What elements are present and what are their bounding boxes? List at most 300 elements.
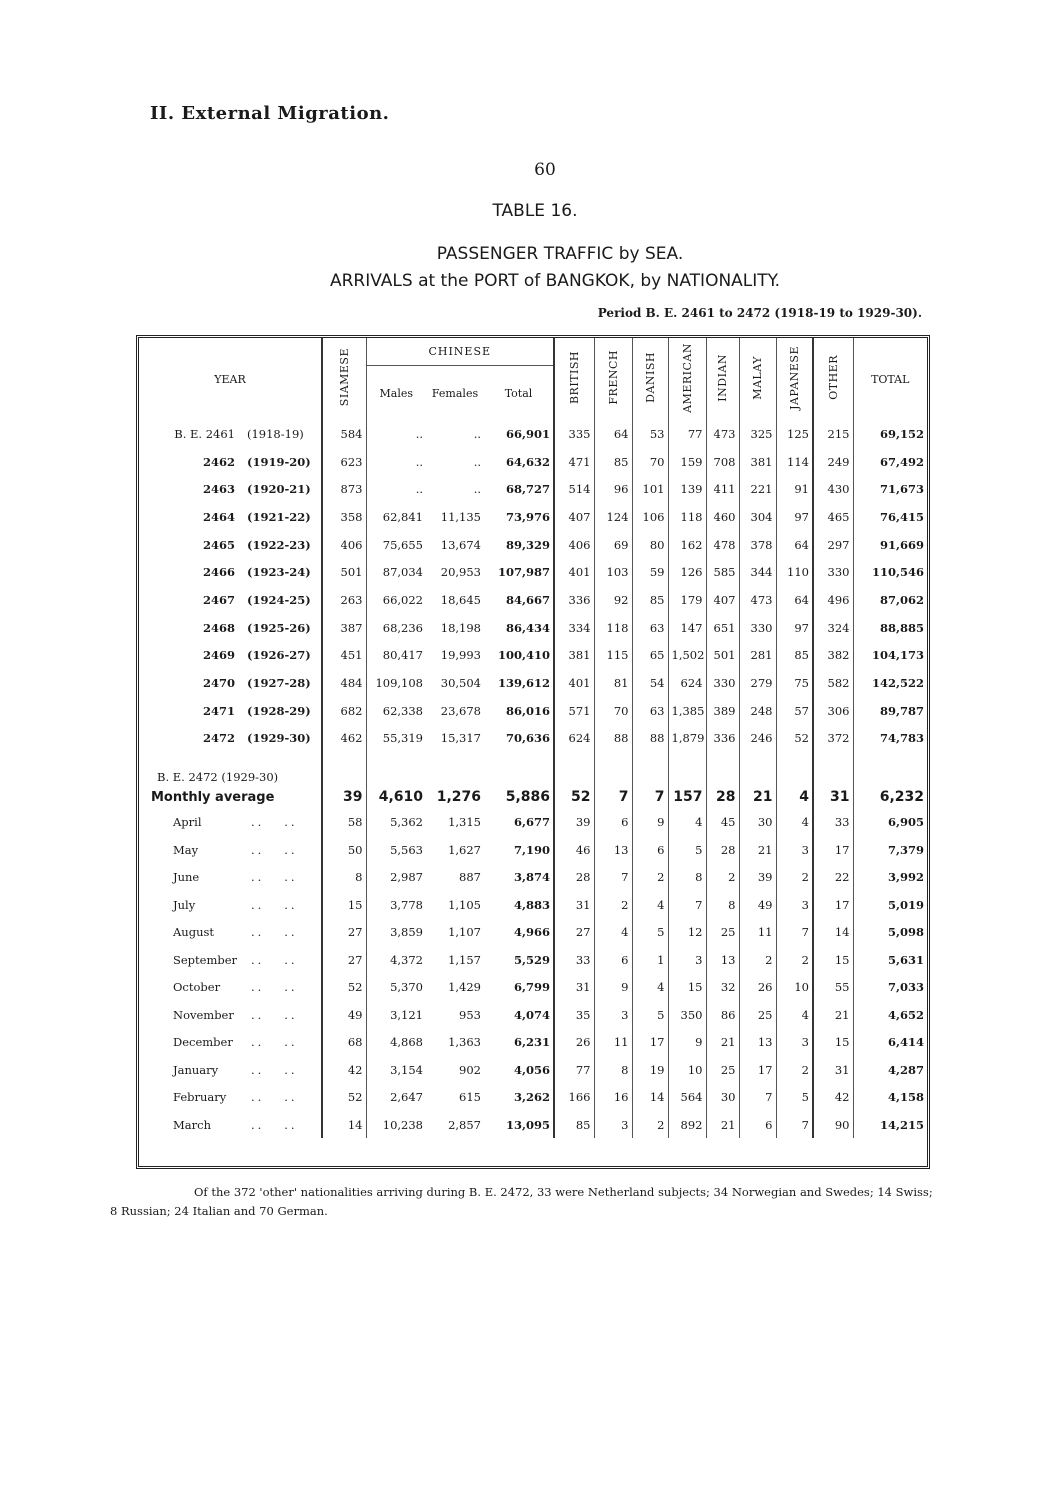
cell-japanese: 2	[776, 1056, 813, 1084]
cell-other: 215	[813, 420, 853, 448]
cell-males: 3,778	[366, 891, 426, 919]
cell-french: 115	[594, 642, 632, 670]
cell-japanese: 97	[776, 503, 813, 531]
cell-japanese: 64	[776, 586, 813, 614]
cell-females: ..	[473, 426, 481, 441]
cell-french: 9	[594, 973, 632, 1001]
cell-siamese: 42	[322, 1056, 366, 1084]
cell-siamese: 451	[322, 642, 366, 670]
cell-other: 15	[813, 1028, 853, 1056]
cell-total-chinese: 4,966	[513, 925, 550, 939]
cell-total-chinese: 70,636	[505, 731, 550, 746]
cell-siamese: 873	[322, 475, 366, 503]
cell-french: 2	[594, 891, 632, 919]
cell-siamese: 49	[322, 1001, 366, 1029]
cell-other: 372	[813, 725, 853, 753]
cell-total: 104,173	[853, 642, 927, 670]
cell-indian: 411	[706, 475, 739, 503]
cell-malay: 281	[739, 642, 776, 670]
cell-american: 564	[668, 1083, 706, 1111]
cell-total-chinese: 107,987	[497, 565, 550, 580]
cell-females: 11,135	[440, 509, 481, 524]
table-row	[139, 863, 927, 891]
monthly-average-block	[139, 752, 927, 808]
cell-siamese: 27	[322, 918, 366, 946]
cell-males: 10,238	[366, 1111, 426, 1139]
cell-males: 55,319	[366, 725, 426, 753]
cell-japanese: 4	[776, 786, 813, 808]
cell-siamese: 584	[322, 420, 366, 448]
passenger-traffic-table	[139, 338, 927, 1138]
cell-females: 30,504	[440, 676, 481, 691]
cell-indian: 28	[706, 786, 739, 808]
cell-malay: 7	[739, 1083, 776, 1111]
cell-malay: 2	[739, 946, 776, 974]
cell-japanese: 97	[776, 614, 813, 642]
cell-total: 67,492	[853, 448, 927, 476]
annual-rows	[139, 420, 927, 752]
cell-indian: 30	[706, 1083, 739, 1111]
cell-other: 15	[813, 946, 853, 974]
table-row	[139, 697, 927, 725]
cell-indian: 45	[706, 808, 739, 836]
table-title: TABLE 16.	[492, 201, 578, 221]
cell-males: 62,841	[366, 503, 426, 531]
cell-american: 1,879	[668, 725, 706, 753]
cell-danish: 9	[632, 808, 668, 836]
cell-males: 62,338	[366, 697, 426, 725]
cell-malay: 26	[739, 973, 776, 1001]
cell-danish: 53	[632, 420, 668, 448]
cell-females: 902	[459, 1062, 481, 1077]
cell-total: 76,415	[853, 503, 927, 531]
cell-other: 465	[813, 503, 853, 531]
cell-total: 5,098	[853, 918, 927, 946]
col-header-japanese: JAPANESE	[776, 338, 813, 420]
cell-males: 75,655	[366, 531, 426, 559]
cell-british: 334	[554, 614, 594, 642]
cell-total-chinese: 6,231	[513, 1035, 550, 1049]
cell-siamese: 387	[322, 614, 366, 642]
cell-females: 1,107	[448, 925, 481, 939]
col-header-indian: INDIAN	[706, 338, 739, 420]
cell-malay: 381	[739, 448, 776, 476]
cell-total-chinese: 100,410	[497, 648, 550, 663]
cell-siamese: 50	[322, 836, 366, 864]
cell-japanese: 3	[776, 891, 813, 919]
cell-british: 381	[554, 642, 594, 670]
cell-american: 4	[668, 808, 706, 836]
cell-american: 350	[668, 1001, 706, 1029]
cell-indian: 585	[706, 558, 739, 586]
cell-british: 166	[554, 1083, 594, 1111]
cell-indian: 86	[706, 1001, 739, 1029]
month-label: September .. ..	[173, 952, 298, 967]
cell-malay: 221	[739, 475, 776, 503]
cell-danish: 14	[632, 1083, 668, 1111]
cell-danish: 6	[632, 836, 668, 864]
cell-total: 110,546	[853, 558, 927, 586]
cell-other: 582	[813, 669, 853, 697]
cell-siamese: 39	[322, 786, 366, 808]
cell-malay: 25	[739, 1001, 776, 1029]
cell-indian: 25	[706, 918, 739, 946]
cell-malay: 378	[739, 531, 776, 559]
year-label: 2468 (1925-26)	[202, 620, 311, 635]
cell-total: 88,885	[853, 614, 927, 642]
cell-siamese: 682	[322, 697, 366, 725]
cell-total-chinese: 6,677	[513, 815, 550, 829]
cell-other: 17	[813, 891, 853, 919]
cell-other: 306	[813, 697, 853, 725]
cell-british: 571	[554, 697, 594, 725]
year-label: B. E. 2461 (1918-19)	[174, 426, 304, 441]
cell-total: 4,287	[853, 1056, 927, 1084]
cell-other: 90	[813, 1111, 853, 1139]
cell-french: 6	[594, 946, 632, 974]
cell-french: 64	[594, 420, 632, 448]
cell-total: 6,414	[853, 1028, 927, 1056]
cell-males: 66,022	[366, 586, 426, 614]
cell-other: 55	[813, 973, 853, 1001]
year-label: 2470 (1927-28)	[202, 676, 311, 691]
col-header-american: AMERICAN	[668, 338, 706, 420]
cell-american: 12	[668, 918, 706, 946]
cell-siamese: 484	[322, 669, 366, 697]
cell-american: 147	[668, 614, 706, 642]
cell-french: 85	[594, 448, 632, 476]
cell-malay: 304	[739, 503, 776, 531]
cell-total: 6,905	[853, 808, 927, 836]
cell-indian: 330	[706, 669, 739, 697]
cell-malay: 30	[739, 808, 776, 836]
table-row	[139, 420, 927, 448]
cell-american: 8	[668, 863, 706, 891]
cell-indian: 460	[706, 503, 739, 531]
cell-french: 7	[594, 786, 632, 808]
cell-french: 88	[594, 725, 632, 753]
cell-malay: 39	[739, 863, 776, 891]
cell-males: 3,154	[366, 1056, 426, 1084]
cell-females: 1,157	[448, 952, 481, 967]
cell-siamese: 52	[322, 973, 366, 1001]
cell-females: 15,317	[440, 731, 481, 746]
cell-siamese: 406	[322, 531, 366, 559]
cell-total-chinese: 84,667	[505, 592, 550, 607]
cell-females: 887	[459, 870, 481, 884]
cell-other: 42	[813, 1083, 853, 1111]
table-row	[139, 836, 927, 864]
month-label: October .. ..	[173, 980, 298, 994]
cell-british: 77	[554, 1056, 594, 1084]
cell-siamese: 14	[322, 1111, 366, 1139]
cell-other: 330	[813, 558, 853, 586]
table-row	[139, 448, 927, 476]
cell-british: 52	[554, 786, 594, 808]
col-header-males: Males	[366, 366, 426, 421]
year-label: 2471 (1928-29)	[202, 703, 311, 718]
cell-females: 13,674	[440, 537, 481, 552]
table-row	[139, 725, 927, 753]
monthly-average-row	[139, 786, 927, 808]
cell-chinese-total: 5,886	[505, 789, 550, 806]
table-header	[139, 338, 927, 420]
cell-males: 109,108	[366, 669, 426, 697]
cell-total: 5,019	[853, 891, 927, 919]
cell-total: 6,232	[853, 786, 927, 808]
table-row	[139, 531, 927, 559]
cell-japanese: 4	[776, 808, 813, 836]
table-heading-line-2: ARRIVALS at the PORT of BANGKOK, by NATIONALITY.	[329, 271, 781, 291]
col-header-year: YEAR	[214, 372, 246, 386]
cell-females: 18,198	[440, 620, 481, 635]
cell-british: 46	[554, 836, 594, 864]
cell-british: 85	[554, 1111, 594, 1139]
cell-total: 89,787	[853, 697, 927, 725]
cell-american: 624	[668, 669, 706, 697]
cell-total: 71,673	[853, 475, 927, 503]
period-subtitle: Period B. E. 2461 to 2472 (1918-19 to 1929-30).	[597, 306, 922, 320]
cell-french: 69	[594, 531, 632, 559]
cell-british: 31	[554, 973, 594, 1001]
table-row	[139, 475, 927, 503]
cell-malay: 6	[739, 1111, 776, 1139]
cell-japanese: 3	[776, 1028, 813, 1056]
cell-japanese: 64	[776, 531, 813, 559]
cell-indian: 501	[706, 642, 739, 670]
table-heading-line-1: PASSENGER TRAFFIC by SEA.	[436, 244, 684, 264]
cell-japanese: 7	[776, 918, 813, 946]
cell-french: 4	[594, 918, 632, 946]
cell-french: 92	[594, 586, 632, 614]
year-label: 2469 (1926-27)	[202, 648, 311, 663]
cell-british: 514	[554, 475, 594, 503]
cell-males: 3,859	[366, 918, 426, 946]
cell-males: 5,563	[366, 836, 426, 864]
table-row	[139, 973, 927, 1001]
cell-japanese: 114	[776, 448, 813, 476]
cell-total-chinese: 73,976	[505, 509, 550, 524]
cell-french: 3	[594, 1001, 632, 1029]
col-header-other: OTHER	[813, 338, 853, 420]
cell-malay: 325	[739, 420, 776, 448]
cell-danish: 65	[632, 642, 668, 670]
year-label: 2472 (1929-30)	[202, 731, 311, 746]
cell-japanese: 125	[776, 420, 813, 448]
col-header-danish: DANISH	[632, 338, 668, 420]
cell-other: 31	[813, 786, 853, 808]
table-row	[139, 1028, 927, 1056]
cell-indian: 32	[706, 973, 739, 1001]
cell-american: 179	[668, 586, 706, 614]
cell-total-chinese: 4,883	[513, 897, 550, 912]
cell-males: 5,370	[366, 973, 426, 1001]
month-label: February .. ..	[173, 1090, 298, 1104]
cell-siamese: 501	[322, 558, 366, 586]
month-label: November .. ..	[173, 1007, 298, 1022]
cell-indian: 478	[706, 531, 739, 559]
cell-malay: 21	[739, 786, 776, 808]
cell-french: 8	[594, 1056, 632, 1084]
cell-malay: 330	[739, 614, 776, 642]
cell-american: 157	[668, 786, 706, 808]
table-row	[139, 669, 927, 697]
cell-indian: 651	[706, 614, 739, 642]
cell-total: 142,522	[853, 669, 927, 697]
cell-total: 7,033	[853, 973, 927, 1001]
month-label: May .. ..	[173, 842, 298, 857]
cell-indian: 336	[706, 725, 739, 753]
cell-american: 126	[668, 558, 706, 586]
cell-siamese: 27	[322, 946, 366, 974]
cell-males: 68,236	[366, 614, 426, 642]
col-header-chinese-total: Total	[504, 386, 533, 400]
cell-malay: 13	[739, 1028, 776, 1056]
cell-total-chinese: 4,074	[513, 1007, 550, 1022]
table-row	[139, 503, 927, 531]
cell-females: 18,645	[440, 592, 481, 607]
cell-british: 31	[554, 891, 594, 919]
cell-danish: 4	[632, 973, 668, 1001]
cell-malay: 21	[739, 836, 776, 864]
cell-american: 892	[668, 1111, 706, 1139]
table-row	[139, 1056, 927, 1084]
year-label: 2462 (1919-20)	[202, 454, 311, 469]
cell-males: 4,868	[366, 1028, 426, 1056]
cell-indian: 473	[706, 420, 739, 448]
cell-danish: 5	[632, 918, 668, 946]
cell-males: 87,034	[366, 558, 426, 586]
cell-males: 2,987	[366, 863, 426, 891]
cell-females: 953	[459, 1007, 481, 1022]
cell-danish: 19	[632, 1056, 668, 1084]
cell-british: 401	[554, 669, 594, 697]
cell-indian: 389	[706, 697, 739, 725]
cell-siamese: 68	[322, 1028, 366, 1056]
cell-indian: 13	[706, 946, 739, 974]
cell-danish: 59	[632, 558, 668, 586]
cell-total-chinese: 13,095	[505, 1117, 550, 1132]
col-header-french: FRENCH	[594, 338, 632, 420]
cell-british: 27	[554, 918, 594, 946]
cell-danish: 7	[632, 786, 668, 808]
cell-other: 324	[813, 614, 853, 642]
table-row	[139, 1001, 927, 1029]
col-header-chinese: CHINESE	[366, 338, 554, 366]
cell-total-chinese: 6,799	[513, 980, 550, 994]
cell-danish: 5	[632, 1001, 668, 1029]
cell-total-chinese: 5,529	[513, 952, 550, 967]
average-period-label: B. E. 2472 (1929-30)	[157, 770, 279, 785]
cell-malay: 344	[739, 558, 776, 586]
cell-siamese: 462	[322, 725, 366, 753]
cell-males: 3,121	[366, 1001, 426, 1029]
cell-japanese: 85	[776, 642, 813, 670]
cell-indian: 2	[706, 863, 739, 891]
cell-american: 118	[668, 503, 706, 531]
cell-total-chinese: 86,016	[505, 703, 550, 718]
cell-other: 22	[813, 863, 853, 891]
cell-females: 19,993	[440, 648, 481, 663]
cell-american: 139	[668, 475, 706, 503]
cell-french: 3	[594, 1111, 632, 1139]
cell-danish: 88	[632, 725, 668, 753]
cell-french: 6	[594, 808, 632, 836]
cell-american: 7	[668, 891, 706, 919]
cell-american: 1,502	[668, 642, 706, 670]
cell-total-chinese: 3,262	[513, 1090, 550, 1104]
cell-other: 33	[813, 808, 853, 836]
cell-danish: 54	[632, 669, 668, 697]
cell-british: 33	[554, 946, 594, 974]
cell-indian: 21	[706, 1028, 739, 1056]
cell-total: 4,652	[853, 1001, 927, 1029]
cell-malay: 473	[739, 586, 776, 614]
cell-total-chinese: 89,329	[505, 537, 550, 552]
cell-females: ..	[473, 454, 481, 469]
year-label: 2467 (1924-25)	[202, 592, 311, 607]
cell-total: 3,992	[853, 863, 927, 891]
cell-malay: 11	[739, 918, 776, 946]
cell-danish: 85	[632, 586, 668, 614]
cell-french: 118	[594, 614, 632, 642]
cell-american: 159	[668, 448, 706, 476]
cell-danish: 63	[632, 614, 668, 642]
cell-other: 31	[813, 1056, 853, 1084]
cell-british: 336	[554, 586, 594, 614]
col-header-british: BRITISH	[554, 338, 594, 420]
cell-danish: 1	[632, 946, 668, 974]
average-label: Monthly average	[151, 789, 275, 805]
cell-danish: 2	[632, 863, 668, 891]
cell-siamese: 15	[322, 891, 366, 919]
cell-malay: 279	[739, 669, 776, 697]
year-label: 2464 (1921-22)	[202, 509, 311, 524]
cell-females: 615	[459, 1090, 481, 1104]
cell-french: 96	[594, 475, 632, 503]
cell-total-chinese: 66,901	[505, 426, 550, 441]
cell-british: 401	[554, 558, 594, 586]
cell-total: 5,631	[853, 946, 927, 974]
cell-malay: 248	[739, 697, 776, 725]
cell-total: 69,152	[853, 420, 927, 448]
cell-british: 406	[554, 531, 594, 559]
cell-indian: 407	[706, 586, 739, 614]
cell-total-chinese: 86,434	[505, 620, 550, 635]
cell-males: ..	[366, 475, 426, 503]
cell-males: 2,647	[366, 1083, 426, 1111]
cell-males: 4,372	[366, 946, 426, 974]
cell-females: 1,363	[448, 1035, 481, 1049]
cell-american: 10	[668, 1056, 706, 1084]
cell-british: 471	[554, 448, 594, 476]
cell-total-chinese: 4,056	[513, 1062, 550, 1077]
cell-other: 297	[813, 531, 853, 559]
cell-females: 20,953	[440, 565, 481, 580]
cell-other: 382	[813, 642, 853, 670]
cell-danish: 80	[632, 531, 668, 559]
month-label: August .. ..	[173, 925, 298, 939]
cell-british: 28	[554, 863, 594, 891]
cell-french: 103	[594, 558, 632, 586]
cell-danish: 70	[632, 448, 668, 476]
month-label: April .. ..	[173, 815, 298, 829]
month-label: January .. ..	[173, 1062, 298, 1077]
monthly-rows	[139, 808, 927, 1138]
col-header-females: Females	[431, 386, 479, 400]
cell-siamese: 58	[322, 808, 366, 836]
cell-indian: 8	[706, 891, 739, 919]
